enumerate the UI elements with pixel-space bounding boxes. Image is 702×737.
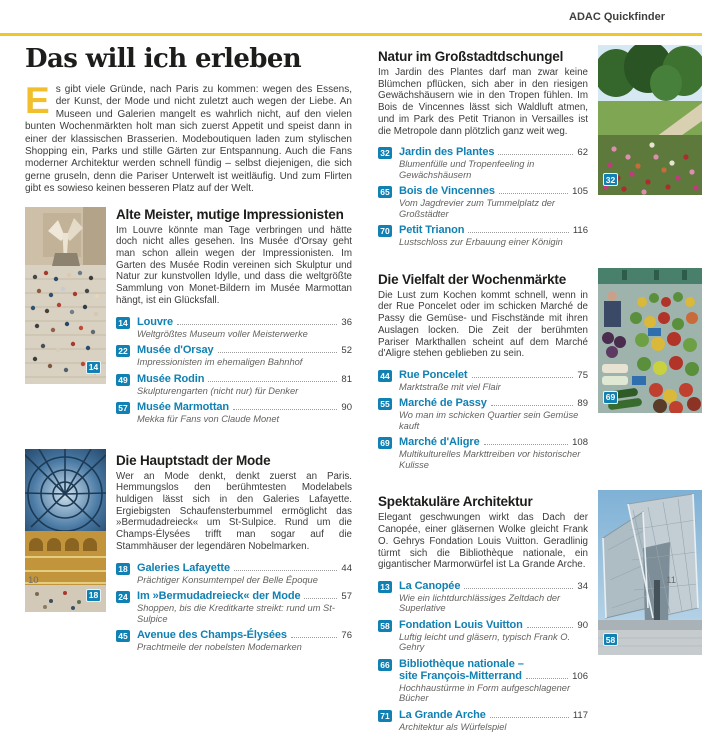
dot-leader: [490, 717, 569, 718]
map-number-badge: 58: [378, 620, 392, 632]
map-number-badge: 44: [378, 370, 392, 382]
toc-subtitle: Architektur als Würfelspiel: [399, 721, 507, 732]
photo-map-badge: 69: [603, 391, 618, 404]
toc-item-jardin-des-plantes: [378, 146, 588, 182]
section-heading: Die Vielfalt der Wochenmärkte: [378, 271, 567, 287]
map-number-badge: 70: [378, 225, 392, 237]
dot-leader: [208, 381, 337, 382]
dot-leader: [291, 637, 337, 638]
toc-title: Marché d'Aligre: [399, 436, 480, 449]
section-heading: Die Hauptstadt der Mode: [116, 452, 271, 468]
toc-subtitle: Skulpturengarten (nicht nur) für Denker: [137, 385, 299, 396]
toc-list: [378, 580, 588, 735]
toc-title: Galeries Lafayette: [137, 561, 230, 574]
toc-page-number: 57: [341, 591, 352, 602]
toc-title: Avenue des Champs-Élysées: [137, 629, 287, 641]
map-number-badge: 69: [378, 437, 392, 449]
left-page-number: 10: [28, 575, 39, 586]
toc-item-lafayette: [116, 562, 352, 588]
section-body: Im Louvre könnte man Tage verbringen und hätte doch nicht alles gesehen. Ins Musée d'Orsay geht man schon allein wegen der Impressionisten. Im Garten des Musée Rodin vereinen sich Skulptur und Natur zur kunstvollen Idylle, und dass die weltgrößte Sammlung von Monet-Bildern im Musée Marmottan hängt, ist ein Glücksfall.: [116, 224, 352, 306]
toc-item-bermudadreieck: [116, 590, 352, 626]
toc-subtitle: Marktstraße mit viel Flair: [399, 381, 501, 392]
map-number-badge: 14: [116, 317, 130, 329]
toc-subtitle: Weltgrößtes Museum voller Meisterwerke: [137, 328, 308, 339]
toc-subtitle: Hochhaustürme in Form aufgeschlagener Bücher: [399, 682, 571, 704]
photo-map-badge: 58: [603, 633, 618, 646]
section-fashion: [25, 449, 352, 658]
dot-leader: [177, 324, 337, 325]
dot-leader: [472, 377, 574, 378]
toc-item-orsay: [116, 344, 352, 370]
drop-cap: E: [25, 80, 50, 121]
map-number-badge: 32: [378, 147, 392, 159]
map-number-badge: 49: [116, 374, 130, 386]
toc-list: [378, 369, 588, 473]
section-body: Elegant geschwungen wirkt das Dach der Canopée, einer gläsernen Wolke gleicht Frank O. Gehrys Fondation Louis Vuitton. Geradlinig türmt sich die Bibliothèque nationale, ein gigantischer Marmorwürfel ist La Grande Arche.: [378, 512, 588, 571]
toc-subtitle: Shoppen, bis die Kreditkarte streikt: rund um St-Sulpice: [137, 603, 335, 624]
toc-page-number: 36: [341, 316, 352, 328]
dot-leader: [233, 409, 337, 410]
toc-page-number: 90: [577, 619, 588, 631]
toc-subtitle: Wo man im schicken Quartier sein Gemüse kauft: [399, 410, 579, 431]
toc-title: Jardin des Plantes: [399, 146, 495, 159]
toc-page-number: 44: [341, 562, 352, 574]
toc-subtitle: Prachtmeile der nobelsten Modemarken: [137, 642, 302, 652]
dot-leader: [464, 588, 573, 589]
toc-subtitle: Wie ein lichtdurchlässiges Zeltdach der Superlative: [399, 592, 561, 614]
page-title: Das will ich erleben: [25, 44, 302, 74]
photo-map-badge: 14: [86, 361, 101, 374]
dot-leader: [484, 444, 569, 445]
market-photo: [598, 268, 702, 413]
toc-list: [116, 562, 352, 655]
yellow-divider-line: [0, 33, 702, 36]
toc-item-rodin: [116, 373, 352, 399]
toc-title: Fondation Louis Vuitton: [399, 618, 523, 631]
section-heading: Spektakuläre Architektur: [378, 494, 533, 510]
toc-page-number: 76: [341, 630, 352, 641]
toc-page-number: 81: [341, 373, 352, 385]
toc-page-number: 116: [572, 225, 588, 237]
toc-page-number: 52: [341, 345, 352, 357]
toc-title: Rue Poncelet: [399, 368, 468, 381]
toc-list: [378, 146, 588, 250]
toc-page-number: 105: [572, 186, 588, 198]
toc-page-number: 108: [572, 437, 588, 449]
section-nature: [378, 45, 702, 253]
jardin-des-plantes-photo: [598, 45, 702, 195]
toc-item-bibliotheque-nationale: [378, 658, 588, 706]
toc-title: Musée d'Orsay: [137, 344, 214, 357]
map-number-badge: 55: [378, 398, 392, 410]
louvre-photo-illustration: [25, 207, 106, 384]
toc-item-bois-de-vincennes: [378, 185, 588, 221]
toc-page-number: 75: [577, 369, 588, 381]
dot-leader: [234, 570, 337, 571]
toc-page-number: 90: [341, 402, 352, 414]
photo-map-badge: 32: [603, 173, 618, 186]
map-number-badge: 24: [116, 591, 130, 603]
dot-leader: [304, 598, 337, 599]
toc-page-number: 106: [572, 670, 588, 682]
toc-page-number: 62: [577, 147, 588, 159]
dot-leader: [468, 232, 569, 233]
fondation-louis-vuitton-photo: [598, 490, 702, 655]
toc-title: Marché de Passy: [399, 397, 487, 410]
toc-page-number: 117: [572, 709, 588, 721]
section-body: Die Lust zum Kochen kommt schnell, wenn in der Rue Poncelet oder im schicken Marché de Passy die Gemüse- und Fischstände mit ihren Auslagen locken. Die Zeit der berühmten Pariser Markthallen scheint auf dem Marché d'Aligre stehen geblieben zu sein.: [378, 289, 588, 360]
photo-map-badge: 18: [86, 589, 101, 602]
toc-item-marche-de-passy: [378, 397, 588, 433]
toc-title-line1: Bibliothèque nationale –: [399, 657, 524, 670]
section-body: Wer an Mode denkt, denkt zuerst an Paris. Hemmungslos den berühmtesten Modelabels huldigen lässt sich in den Galeries Lafayette. Ergiebigsten Schaufensterbummel ermöglicht das »Bermudadreieck« um St-Sulpice. Rund um die Champs-Élysées trifft man sogar auf die Stammhäuser der legendären Nobelmarken.: [116, 470, 352, 552]
section-body: Im Jardin des Plantes darf man zwar keine Blümchen pflücken, sich aber in den riesigen Gewächshäusern wie in den Tropen fühlen. Im Bois de Vincennes lässt sich Waldluft atmen, und im Park des Petit Trianon in Versailles ist die Metropole dann plötzlich ganz weit weg.: [378, 67, 588, 137]
toc-title: Louvre: [137, 315, 174, 328]
dot-leader: [218, 352, 338, 353]
louvre-photo: [25, 207, 106, 384]
toc-title: La Grande Arche: [399, 708, 486, 721]
dot-leader: [498, 154, 573, 155]
section-markets: [378, 268, 702, 476]
left-page: [25, 44, 352, 658]
section-museums: [25, 207, 352, 430]
intro-paragraph: [25, 80, 352, 196]
toc-page-number: 34: [577, 580, 588, 592]
map-number-badge: 65: [378, 186, 392, 198]
map-number-badge: 45: [116, 630, 130, 642]
right-page-number: 11: [666, 575, 676, 586]
section-heading: Alte Meister, mutige Impressionisten: [116, 206, 344, 222]
map-number-badge: 13: [378, 581, 392, 593]
toc-page-number: 89: [577, 398, 588, 410]
toc-subtitle: Prächtiger Konsumtempel der Belle Époque: [137, 574, 318, 585]
toc-subtitle: Luftig leicht und gläsern, typisch Frank O. Gehry: [399, 631, 571, 653]
map-number-badge: 22: [116, 345, 130, 357]
toc-title: Bois de Vincennes: [399, 185, 495, 198]
toc-item-marche-daligre: [378, 436, 588, 472]
dot-leader: [491, 405, 574, 406]
lafayette-dome-illustration: [25, 449, 106, 612]
section-architecture: [378, 490, 702, 737]
toc-item-champs-elysees: [116, 629, 352, 655]
fondation-illustration: [598, 490, 702, 655]
galeries-lafayette-photo: [25, 449, 106, 612]
toc-list: [116, 316, 352, 427]
toc-item-la-grande-arche: [378, 709, 588, 735]
brand-header: ADAC Quickfinder: [569, 11, 665, 23]
section-heading: Natur im Großstadtdschungel: [378, 49, 564, 64]
toc-title: Petit Trianon: [399, 224, 465, 237]
dot-leader: [527, 627, 574, 628]
intro-text: s gibt viele Gründe, nach Paris zu kommen: wegen des Essens, der Kunst, der Mode und nicht zuletzt auch wegen der Liebe. An Museen und Galerien mangelt es wahrlich nicht, auf den vielen bunten Wochenmärkten holt man sich zuerst Appetit und speist dann in einer der klassischen Brasserien. Modeboutiquen laden zum stylischen Shopping ein, Parks und stille Gärten zur Entspannung. Auch die Fans moderner Architektur werden schnell fündig – selbst diejenigen, die sich gerne gruseln, denn die Pariser Unterwelt ist weitläufig. Und zum Flirten gibt es sowieso keinen besseren Platz auf der Welt.: [25, 84, 352, 195]
dot-leader: [499, 193, 568, 194]
toc-subtitle: Vom Jagdrevier zum Tummelplatz der Großstädter: [399, 198, 556, 219]
map-number-badge: 71: [378, 710, 392, 722]
toc-item-la-canopee: [378, 580, 588, 616]
toc-title: Musée Marmottan: [137, 401, 230, 414]
toc-subtitle: Mekka für Fans von Claude Monet: [137, 414, 280, 425]
toc-title: Musée Rodin: [137, 372, 205, 385]
toc-item-rue-poncelet: [378, 369, 588, 395]
toc-subtitle: Lustschloss zur Erbauung einer Königin: [399, 237, 563, 248]
toc-subtitle: Impressionisten im ehemaligen Bahnhof: [137, 357, 303, 368]
map-number-badge: 57: [116, 402, 130, 414]
toc-title-line2: site François-Mitterrand: [399, 669, 522, 682]
map-number-badge: 66: [378, 659, 392, 671]
map-number-badge: 18: [116, 563, 130, 575]
dot-leader: [526, 678, 568, 679]
toc-item-louvre: [116, 316, 352, 342]
toc-subtitle: Blumenfülle und Tropenfeeling in Gewächshäusern: [399, 159, 535, 180]
toc-subtitle: Multikulturelles Markttreiben vor historischer Kulisse: [399, 449, 581, 470]
toc-item-fondation-louis-vuitton: [378, 619, 588, 655]
toc-item-marmottan: [116, 401, 352, 427]
toc-title: La Canopée: [399, 579, 461, 592]
toc-title: Im »Bermudadreieck« der Mode: [137, 590, 301, 602]
toc-item-petit-trianon: [378, 224, 588, 250]
right-page: [378, 45, 702, 737]
